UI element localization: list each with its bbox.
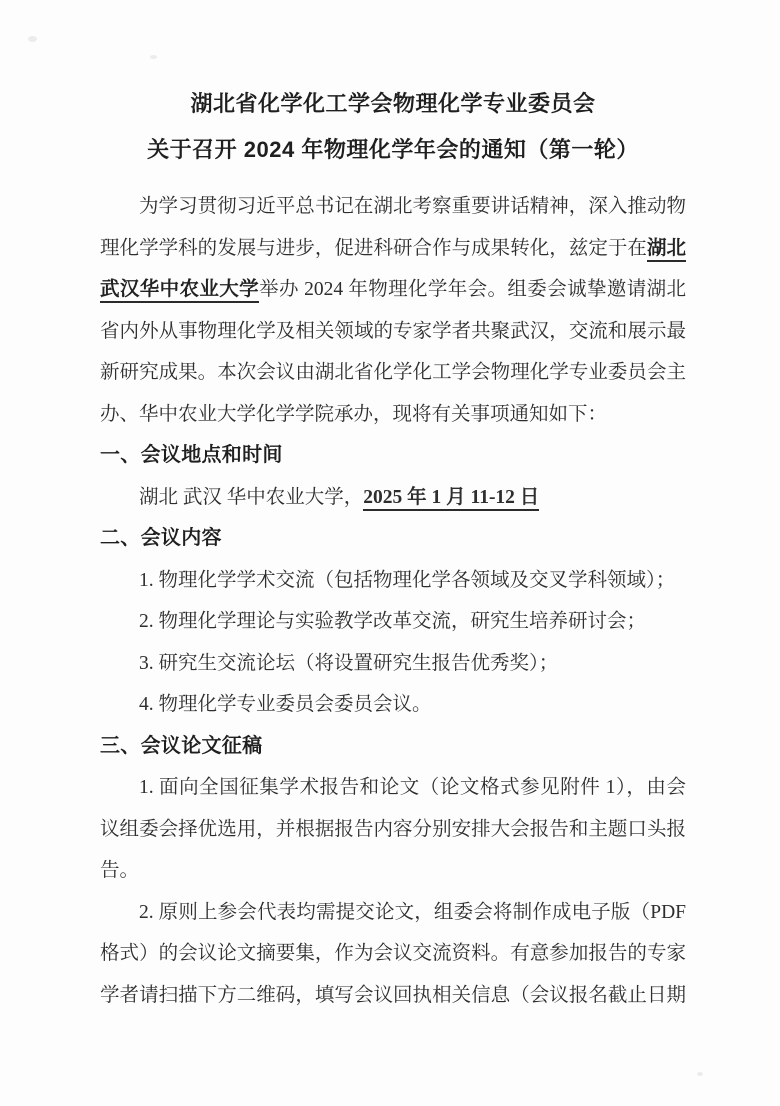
scan-speck <box>697 1072 703 1076</box>
document-content <box>100 0 686 1016</box>
section1-heading: 一、会议地点和时间 <box>100 444 283 466</box>
section2-heading: 二、会议内容 <box>100 527 222 549</box>
venue-emphasis-part-2: 武汉华中农业大学 <box>100 278 259 303</box>
intro-line-2 <box>100 228 686 270</box>
intro-line-2-text: 理化学学科的发展与进步，促进科研合作与成果转化，兹定于在 <box>100 237 647 259</box>
papers-para2-line-2: 格式）的会议论文摘要集，作为会议交流资料。有意参加报告的专家 <box>100 943 686 964</box>
scan-speck <box>28 36 37 42</box>
venue-emphasis-part-1: 湖北 <box>647 237 686 262</box>
intro-line-3 <box>100 269 686 311</box>
agenda-item-3: 3. 研究生交流论坛（将设置研究生报告优秀奖）； <box>139 652 559 674</box>
document-titles <box>100 81 686 173</box>
agenda-item-4: 4. 物理化学专业委员会委员会议。 <box>139 694 432 715</box>
venue-date-line <box>100 477 686 519</box>
title-line-1: 湖北省化学化工学会物理化学专业委员会 <box>190 91 596 116</box>
papers-para1-line-2: 议组委会择优选用，并根据报告内容分别安排大会报告和主题口头报 <box>100 818 686 840</box>
document-body <box>100 186 686 1016</box>
intro-line-6: 办、华中农业大学化学学院承办，现将有关事项通知如下： <box>100 403 608 425</box>
venue-text: 湖北 武汉 华中农业大学， <box>139 486 364 508</box>
agenda-item-2: 2. 物理化学理论与实验教学改革交流，研究生培养研讨会； <box>139 611 647 632</box>
section3-heading: 三、会议论文征稿 <box>100 734 263 757</box>
intro-line-3-text: 举办 2024 年物理化学年会。组委会诚挚邀请湖北 <box>259 279 686 300</box>
papers-para1-line-3: 告。 <box>100 860 140 881</box>
intro-line-4: 省内外从事物理化学及相关领域的专家学者共聚武汉，交流和展示最 <box>100 320 686 342</box>
date-emphasis: 2025 年 1 月 11-12 日 <box>363 487 539 511</box>
papers-para2-line-3: 学者请扫描下方二维码，填写会议回执相关信息（会议报名截止日期 <box>100 984 686 1006</box>
title-line-2: 关于召开 2024 年物理化学年会的通知（第一轮） <box>147 137 639 162</box>
intro-line-5: 新研究成果。本次会议由湖北省化学化工学会物理化学专业委员会主 <box>100 362 686 383</box>
papers-para2-line-1: 2. 原则上参会代表均需提交论文，组委会将制作成电子版（PDF <box>139 901 686 923</box>
papers-para1-line-1: 1. 面向全国征集学术报告和论文（论文格式参见附件 1），由会 <box>139 777 686 798</box>
intro-line-1: 为学习贯彻习近平总书记在湖北考察重要讲话精神，深入推动物 <box>139 196 686 217</box>
agenda-item-1: 1. 物理化学学术交流（包括物理化学各领域及交叉学科领域）； <box>139 569 676 591</box>
